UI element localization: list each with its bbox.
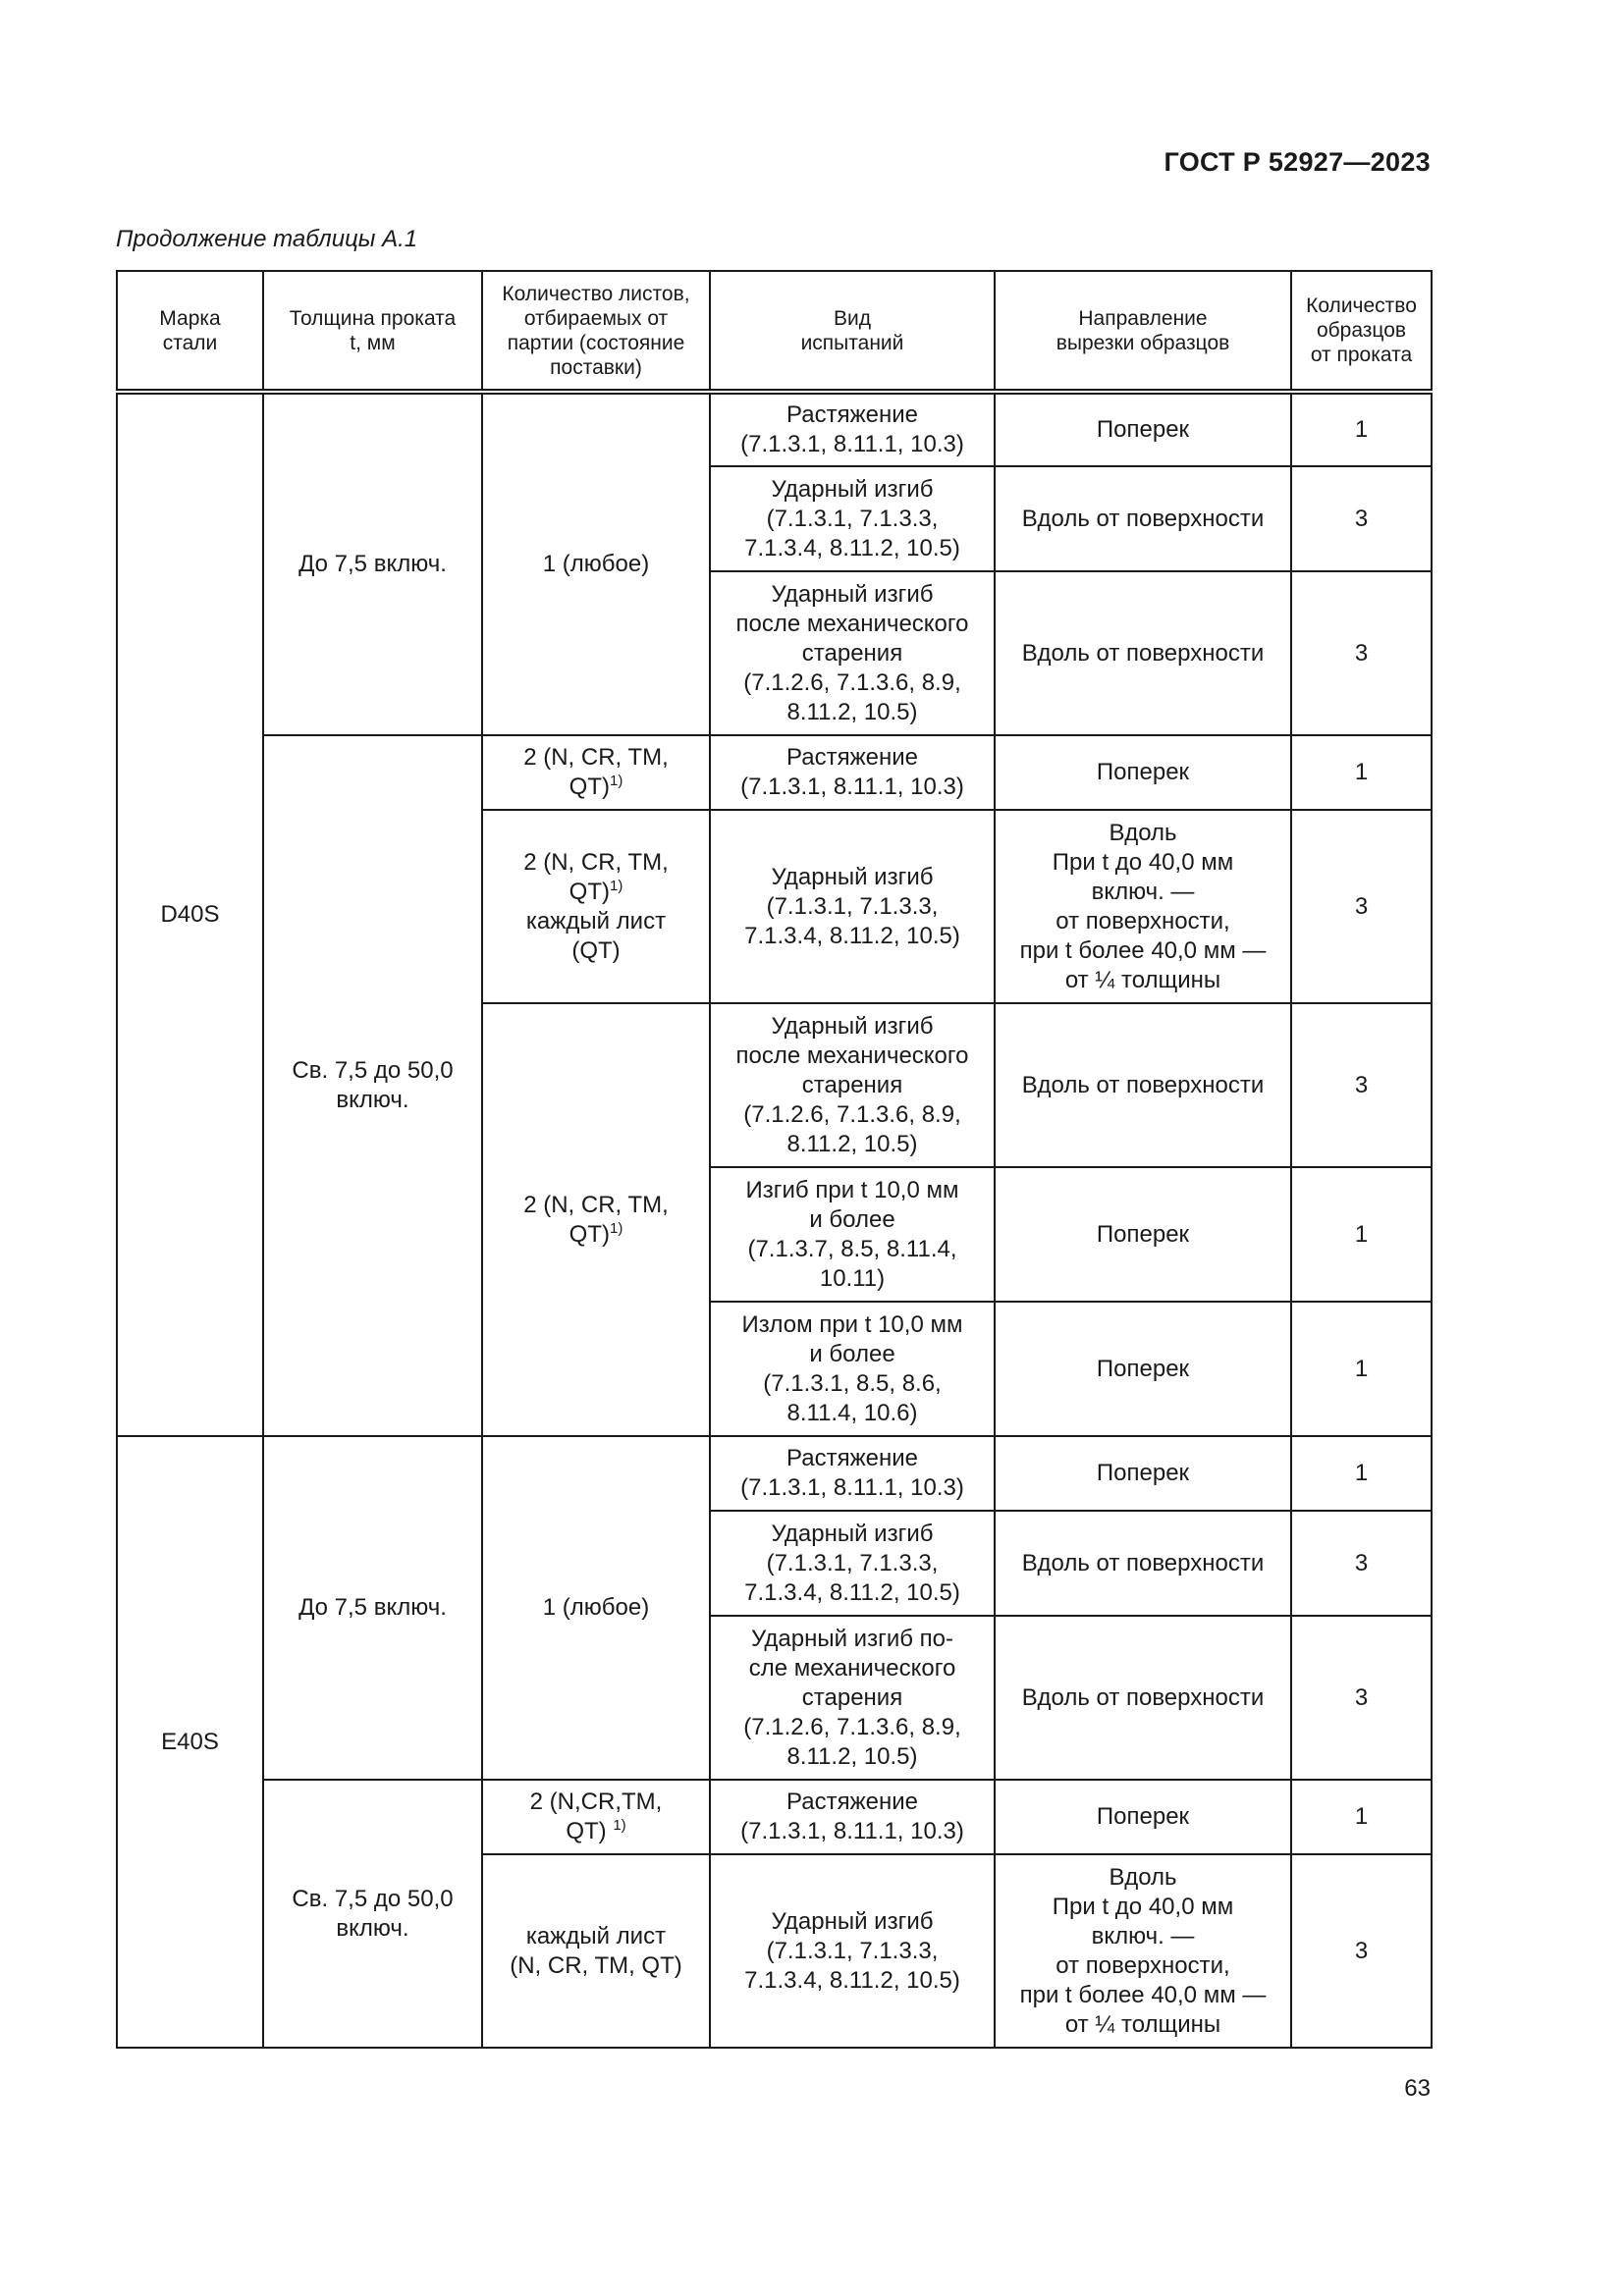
direction-cell: Поперек xyxy=(995,392,1291,466)
test-cell: Растяжение (7.1.3.1, 8.11.1, 10.3) xyxy=(710,1780,995,1854)
test-cell: Ударный изгиб (7.1.3.1, 7.1.3.3, 7.1.3.4, 8.11.2, 10.5) xyxy=(710,810,995,1003)
header-test-type: Вид испытаний xyxy=(710,271,995,392)
document-code: ГОСТ Р 52927—2023 xyxy=(1164,147,1431,177)
sheet-count-cell: 1 (любое) xyxy=(482,1436,710,1780)
count-cell: 3 xyxy=(1291,1511,1432,1616)
sheet-count-text: 2 (N, CR, TM, QT) xyxy=(523,848,669,905)
test-cell: Ударный изгиб (7.1.3.1, 7.1.3.3, 7.1.3.4, 8.11.2, 10.5) xyxy=(710,1854,995,2048)
table-row xyxy=(117,735,1432,810)
sheet-count-cell xyxy=(482,810,710,1003)
test-cell: Ударный изгиб после механического старения (7.1.2.6, 7.1.3.6, 8.9, 8.11.2, 10.5) xyxy=(710,571,995,735)
thickness-cell: Св. 7,5 до 50,0 включ. xyxy=(263,1780,482,2048)
count-cell: 3 xyxy=(1291,571,1432,735)
count-cell: 1 xyxy=(1291,1167,1432,1302)
direction-cell: Поперек xyxy=(995,1302,1291,1436)
sheet-count-cell xyxy=(482,1780,710,1854)
count-cell: 3 xyxy=(1291,466,1432,571)
direction-cell: Вдоль от поверхности xyxy=(995,466,1291,571)
table-header-row xyxy=(117,271,1432,392)
test-cell: Ударный изгиб после механического старения (7.1.2.6, 7.1.3.6, 8.9, 8.11.2, 10.5) xyxy=(710,1003,995,1167)
footnote-mark: 1) xyxy=(609,773,623,789)
sheet-count-cell: каждый лист (N, CR, TM, QT) xyxy=(482,1854,710,2048)
header-sheet-count: Количество листов, отбираемых от партии (состояние поставки) xyxy=(482,271,710,392)
header-steel-grade: Марка стали xyxy=(117,271,263,392)
table-row xyxy=(117,1780,1432,1854)
count-cell: 1 xyxy=(1291,1302,1432,1436)
footnote-mark: 1) xyxy=(609,877,623,894)
direction-cell: Вдоль от поверхности xyxy=(995,571,1291,735)
sheet-count-cell xyxy=(482,735,710,810)
count-cell: 1 xyxy=(1291,1780,1432,1854)
thickness-cell: Св. 7,5 до 50,0 включ. xyxy=(263,735,482,1436)
count-cell: 1 xyxy=(1291,735,1432,810)
footnote-mark: 1) xyxy=(609,1219,623,1237)
sheet-count-text: 2 (N, CR, TM, QT) xyxy=(523,744,669,800)
test-cell: Излом при t 10,0 мм и более (7.1.3.1, 8.5, 8.6, 8.11.4, 10.6) xyxy=(710,1302,995,1436)
test-cell: Растяжение (7.1.3.1, 8.11.1, 10.3) xyxy=(710,1436,995,1511)
test-cell: Растяжение (7.1.3.1, 8.11.1, 10.3) xyxy=(710,735,995,810)
direction-cell: Вдоль При t до 40,0 мм включ. — от поверхности, при t более 40,0 мм — от ¼ толщины xyxy=(995,1854,1291,2048)
header-specimen-count: Количество образцов от проката xyxy=(1291,271,1432,392)
count-cell: 3 xyxy=(1291,1854,1432,2048)
direction-cell: Поперек xyxy=(995,1436,1291,1511)
test-cell: Растяжение (7.1.3.1, 8.11.1, 10.3) xyxy=(710,392,995,466)
direction-cell: Вдоль При t до 40,0 мм включ. — от поверхности, при t более 40,0 мм — от ¼ толщины xyxy=(995,810,1291,1003)
sheet-count-extra: каждый лист (QT) xyxy=(525,907,667,964)
grade-cell: D40S xyxy=(117,392,263,1436)
footnote-mark: 1) xyxy=(613,1817,626,1834)
grade-cell: E40S xyxy=(117,1436,263,2048)
count-cell: 3 xyxy=(1291,1003,1432,1167)
header-thickness: Толщина проката t, мм xyxy=(263,271,482,392)
table-row xyxy=(117,1436,1432,1511)
table-caption: Продолжение таблицы А.1 xyxy=(116,226,418,252)
test-cell: Ударный изгиб (7.1.3.1, 7.1.3.3, 7.1.3.4, 8.11.2, 10.5) xyxy=(710,1511,995,1616)
sheet-count-cell: 1 (любое) xyxy=(482,392,710,735)
thickness-cell: До 7,5 включ. xyxy=(263,392,482,735)
thickness-cell: До 7,5 включ. xyxy=(263,1436,482,1780)
test-cell: Ударный изгиб (7.1.3.1, 7.1.3.3, 7.1.3.4, 8.11.2, 10.5) xyxy=(710,466,995,571)
count-cell: 3 xyxy=(1291,1616,1432,1780)
direction-cell: Вдоль от поверхности xyxy=(995,1003,1291,1167)
table-row xyxy=(117,392,1432,466)
direction-cell: Поперек xyxy=(995,1780,1291,1854)
sheet-count-text: 2 (N,CR,TM, QT) xyxy=(529,1789,663,1844)
count-cell: 1 xyxy=(1291,1436,1432,1511)
direction-cell: Поперек xyxy=(995,735,1291,810)
header-cut-direction: Направление вырезки образцов xyxy=(995,271,1291,392)
direction-cell: Вдоль от поверхности xyxy=(995,1616,1291,1780)
sheet-count-cell xyxy=(482,1003,710,1436)
direction-cell: Поперек xyxy=(995,1167,1291,1302)
test-cell: Ударный изгиб по- сле механического старения (7.1.2.6, 7.1.3.6, 8.9, 8.11.2, 10.5) xyxy=(710,1616,995,1780)
specimen-table xyxy=(116,270,1433,2049)
count-cell: 3 xyxy=(1291,810,1432,1003)
count-cell: 1 xyxy=(1291,392,1432,466)
page-number: 63 xyxy=(1404,2075,1431,2102)
test-cell: Изгиб при t 10,0 мм и более (7.1.3.7, 8.5, 8.11.4, 10.11) xyxy=(710,1167,995,1302)
sheet-count-text: 2 (N, CR, TM, QT) xyxy=(523,1191,669,1248)
direction-cell: Вдоль от поверхности xyxy=(995,1511,1291,1616)
